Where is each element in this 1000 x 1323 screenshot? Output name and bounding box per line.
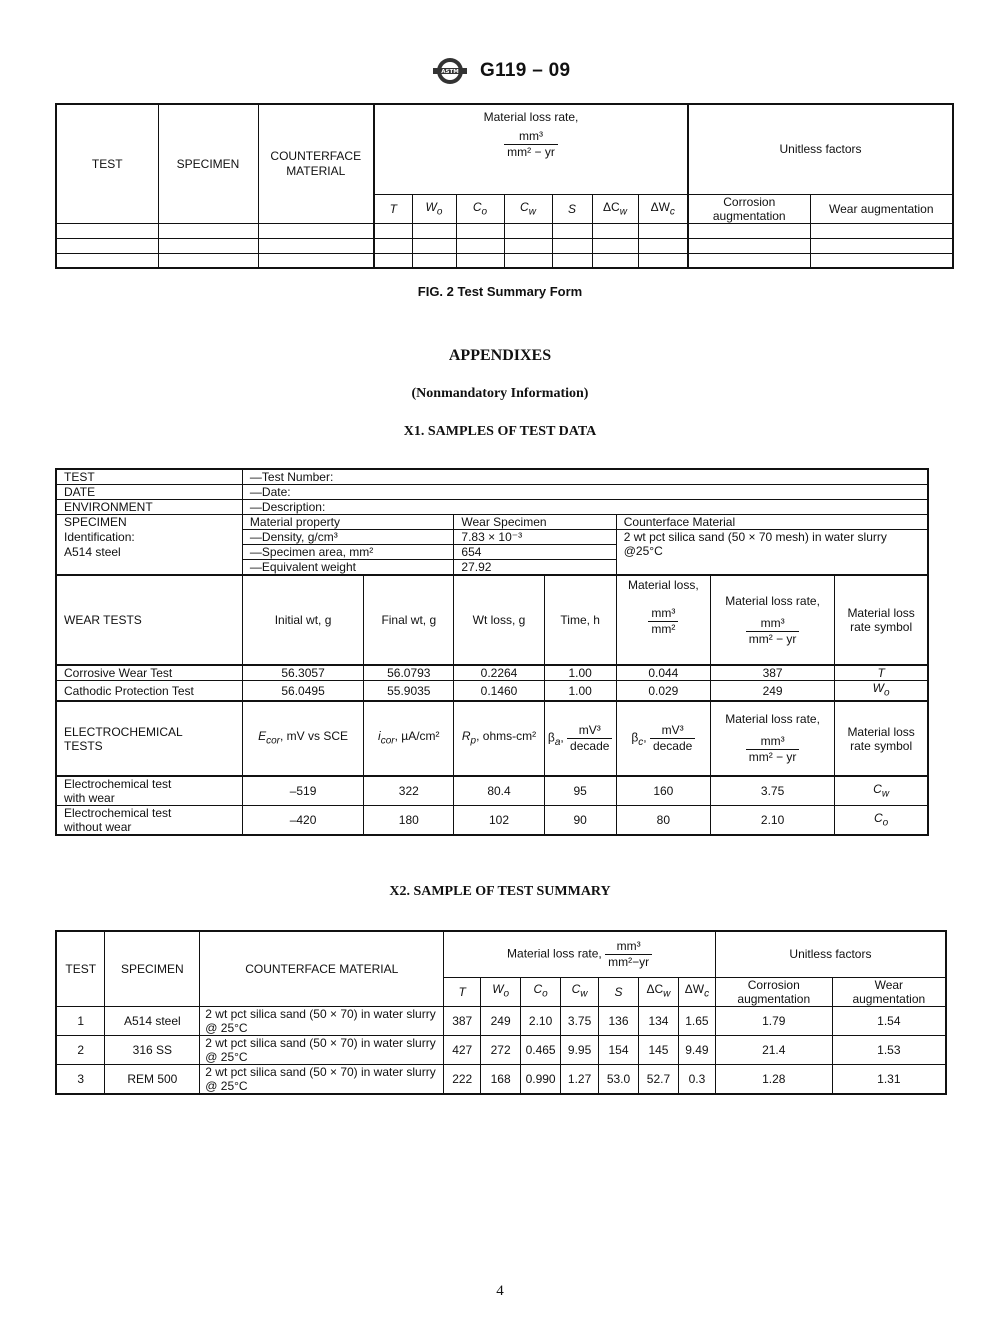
x1-date-value: —Date: (242, 485, 928, 500)
x1-electro-row: Electrochemical test without wear –420 180 102 90 80 2.10 $C_o$ (56, 806, 928, 836)
x2-table-row: 3 REM 500 2 wt pct silica sand (50 × 70) in water slurry @ 25°C 222 168 0.990 1.27 53.0 52.7 0.3 1.28 1.31 (56, 1064, 946, 1094)
x1-env-value: —Description: (242, 500, 928, 515)
x1-density-value: 7.83 × 10⁻³ (454, 530, 616, 545)
form-blank-row (56, 253, 953, 268)
x1-electro-row: Electrochemical test with wear –519 322 80.4 95 160 3.75 $C_w$ (56, 776, 928, 806)
x2-sub-corrosion: Corrosion augmentation (715, 977, 832, 1006)
x1-initial-wt: Initial wt, g (242, 575, 363, 665)
astm-logo-icon (430, 56, 470, 86)
form-sub-co: $C_o$ (456, 194, 504, 223)
x2-table-row: 1 A514 steel 2 wt pct silica sand (50 × 70) in water slurry @ 25°C 387 249 2.10 3.75 136 134 1.65 1.79 1.54 (56, 1006, 946, 1035)
form-col-counterface: COUNTERFACE MATERIAL (258, 104, 374, 223)
x1-title: X1. SAMPLES OF TEST DATA (403, 424, 597, 439)
x1-test-label: TEST (64, 470, 95, 484)
appendix-subtitle: (Nonmandatory Information) (411, 386, 589, 401)
x1-specimen-label: SPECIMEN (56, 515, 242, 530)
x1-counterface-value: 2 wt pct silica sand (50 × 70 mesh) in water slurry @25°C (616, 530, 928, 576)
x2-sub-co: $C_o$ (521, 977, 561, 1006)
x2-col-specimen: SPECIMEN (105, 931, 200, 1006)
form-sub-wo: $W_o$ (412, 194, 456, 223)
x1-rate-symbol: Material loss rate symbol (835, 575, 928, 665)
form-sub-wear: Wear augmentation (810, 194, 953, 223)
x1-ecor: $E_{cor}$, mV vs SCE (242, 701, 363, 776)
x2-table-row: 2 316 SS 2 wt pct silica sand (50 × 70) in water slurry @ 25°C 427 272 0.465 9.95 154 145 9.49 21.4 1.53 (56, 1035, 946, 1064)
x1-material-loss-rate: Material loss rate, $\frac{\text{mm³}}{\text{mm² − yr}}$ (710, 575, 834, 665)
x1-counterface-material: Counterface Material (616, 515, 928, 530)
x2-title: X2. SAMPLE OF TEST SUMMARY (389, 884, 611, 899)
page-number: 4 (496, 1283, 504, 1299)
x2-col-test: TEST (56, 931, 105, 1006)
form-blank-row (56, 223, 953, 238)
x2-sub-wear: Wear augmentation (832, 977, 946, 1006)
form-col-specimen: SPECIMEN (158, 104, 258, 223)
x1-material-loss: Material loss, $\frac{\text{mm³}}{\text{mm²}}$ (616, 575, 710, 665)
x1-rp: $R_p$, ohms-cm² (454, 701, 544, 776)
sample-test-summary-table (55, 930, 947, 1095)
form-sub-t: T (374, 194, 412, 223)
x2-group-rate: Material loss rate, $\frac{\text{mm³}}{\text{mm²−yr}}$ (444, 931, 716, 977)
x1-final-wt: Final wt, g (364, 575, 454, 665)
page-header (0, 56, 1000, 86)
x1-test-value: —Test Number: (242, 469, 928, 485)
samples-of-test-data-table (55, 468, 929, 836)
form-sub-corrosion: Corrosion augmentation (688, 194, 810, 223)
x2-col-counterface: COUNTERFACE MATERIAL (200, 931, 444, 1006)
x1-wear-row: Cathodic Protection Test 56.0495 55.9035 0.1460 1.00 0.029 249 $W_o$ (56, 681, 928, 702)
x2-sub-dwc: $\Delta W_c$ (678, 977, 715, 1006)
form-group-rate: Material loss rate, $\frac{\text{mm³}}{\text{mm² − yr}}$ (374, 104, 688, 194)
test-summary-form (55, 103, 954, 269)
x1-env-label: ENVIRONMENT (56, 500, 242, 515)
x2-group-unitless: Unitless factors (715, 931, 946, 977)
x1-electro-rate: Material loss rate, $\frac{\text{mm³}}{\text{mm² − yr}}$ (710, 701, 834, 776)
x1-electro-symbol: Material loss rate symbol (835, 701, 928, 776)
x1-equivalent-weight-value: 27.92 (454, 560, 616, 576)
form-sub-s: S (552, 194, 592, 223)
x1-identification-label: Identification: (64, 530, 135, 544)
appendix-title: APPENDIXES (448, 347, 552, 364)
figure-caption: FIG. 2 Test Summary Form (417, 284, 583, 299)
x2-sub-cw: $C_w$ (561, 977, 599, 1006)
x2-sub-dcw: $\Delta C_w$ (638, 977, 678, 1006)
x1-area-value: 654 (454, 545, 616, 560)
x1-beta-c: $\beta_c$, $\frac{\text{mV³}}{\text{decade}}$ (616, 701, 710, 776)
x2-sub-t: T (444, 977, 481, 1006)
x1-density-label: —Density, g/cm³ (242, 530, 453, 545)
x1-time: Time, h (544, 575, 616, 665)
form-sub-dcw: $\Delta C_w$ (592, 194, 638, 223)
x1-icor: $i_{cor}$, µA/cm² (364, 701, 454, 776)
x1-wear-row: Corrosive Wear Test 56.3057 56.0793 0.2264 1.00 0.044 387 T (56, 665, 928, 681)
x1-electrochemical-label: ELECTROCHEMICAL TESTS (56, 701, 242, 776)
form-blank-row (56, 238, 953, 253)
x1-equivalent-weight-label: —Equivalent weight (242, 560, 453, 576)
x1-area-label: —Specimen area, mm² (242, 545, 453, 560)
x1-material-property: Material property (242, 515, 453, 530)
form-sub-cw: $C_w$ (504, 194, 552, 223)
x1-date-label: DATE (56, 485, 242, 500)
x2-sub-s: S (599, 977, 639, 1006)
x1-steel-label: A514 steel (64, 545, 121, 559)
x1-beta-a: $\beta_a$, $\frac{\text{mV³}}{\text{decade}}$ (544, 701, 616, 776)
x1-wear-tests-label: WEAR TESTS (56, 575, 242, 665)
form-group-unitless: Unitless factors (688, 104, 953, 194)
svg-text:ASTM: ASTM (440, 69, 459, 76)
standard-designation: G119 – 09 (480, 60, 571, 81)
form-sub-dwc: $\Delta W_c$ (638, 194, 688, 223)
x1-wear-specimen: Wear Specimen (454, 515, 616, 530)
form-col-test: TEST (56, 104, 158, 223)
x2-sub-wo: $W_o$ (481, 977, 521, 1006)
x1-wt-loss: Wt loss, g (454, 575, 544, 665)
